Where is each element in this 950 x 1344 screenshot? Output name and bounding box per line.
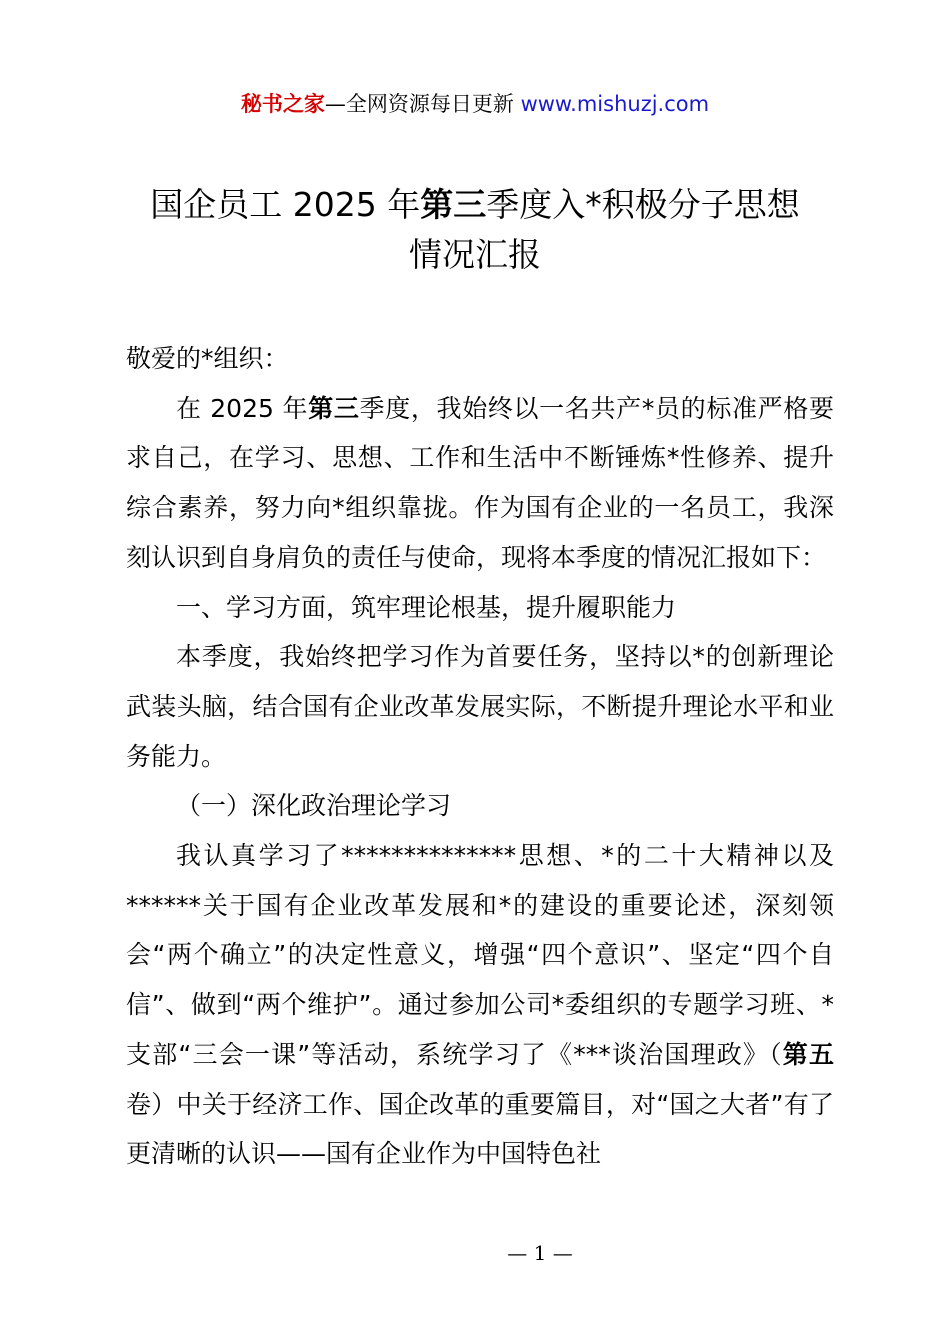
document-body bbox=[126, 334, 834, 1179]
paragraph-theory bbox=[126, 831, 834, 1179]
site-brand: 秘书之家 bbox=[240, 92, 325, 116]
title-part-bold: 第三 bbox=[420, 185, 487, 224]
intro-text-bold: 第三 bbox=[308, 393, 360, 423]
title-part-3: 季度入*积极分子思想 bbox=[486, 185, 800, 224]
theory-text-after: 卷）中关于经济工作、国企改革的重要篇目，对“国之大者”有了更清晰的认识——国有企业作为中国特色社 bbox=[126, 1089, 834, 1169]
intro-text-after: 季度，我始终以一名共产*员的标准严格要求自己，在学习、思想、工作和生活中不断锤炼*性修养、提升综合素养，努力向*组织靠拢。作为国有企业的一名员工，我深刻认识到自身肩负的责任与使命，现将本季度的情况汇报如下： bbox=[126, 393, 834, 572]
section-heading-1: 一、学习方面，筑牢理论根基，提升履职能力 bbox=[176, 592, 677, 622]
site-url-link[interactable]: www.mishuzj.com bbox=[520, 92, 710, 116]
site-header-banner bbox=[0, 88, 950, 120]
subsection-heading-1: （一）深化政治理论学习 bbox=[176, 791, 452, 821]
theory-text-before: 我认真学习了**************思想、*的二十大精神以及******关于国有企业改革发展和*的建设的重要论述，深刻领会“两个确立”的决定性意义，增强“四个意识”、坚定“四个自信”、做到“两个维护”。通过参加公司*委组织的专题学习班、*支部“三会一课”等活动，系统学习了《***谈治国理政》（ bbox=[126, 841, 834, 1069]
salutation: 敬爱的*组织： bbox=[126, 344, 289, 373]
page-number: — 1 — bbox=[507, 1241, 573, 1265]
title-line-2: 情况汇报 bbox=[409, 235, 541, 274]
intro-text-before: 在 2025 年 bbox=[176, 393, 309, 423]
site-tagline: —全网资源每日更新 bbox=[324, 92, 521, 116]
paragraph-intro bbox=[126, 384, 834, 583]
theory-text-bold: 第五 bbox=[782, 1039, 834, 1069]
title-part-1: 国企员工 2025 年 bbox=[150, 185, 421, 224]
document-title bbox=[100, 180, 850, 280]
paragraph-study: 本季度，我始终把学习作为首要任务，坚持以*的创新理论武装头脑，结合国有企业改革发展实际，不断提升理论水平和业务能力。 bbox=[126, 642, 834, 771]
